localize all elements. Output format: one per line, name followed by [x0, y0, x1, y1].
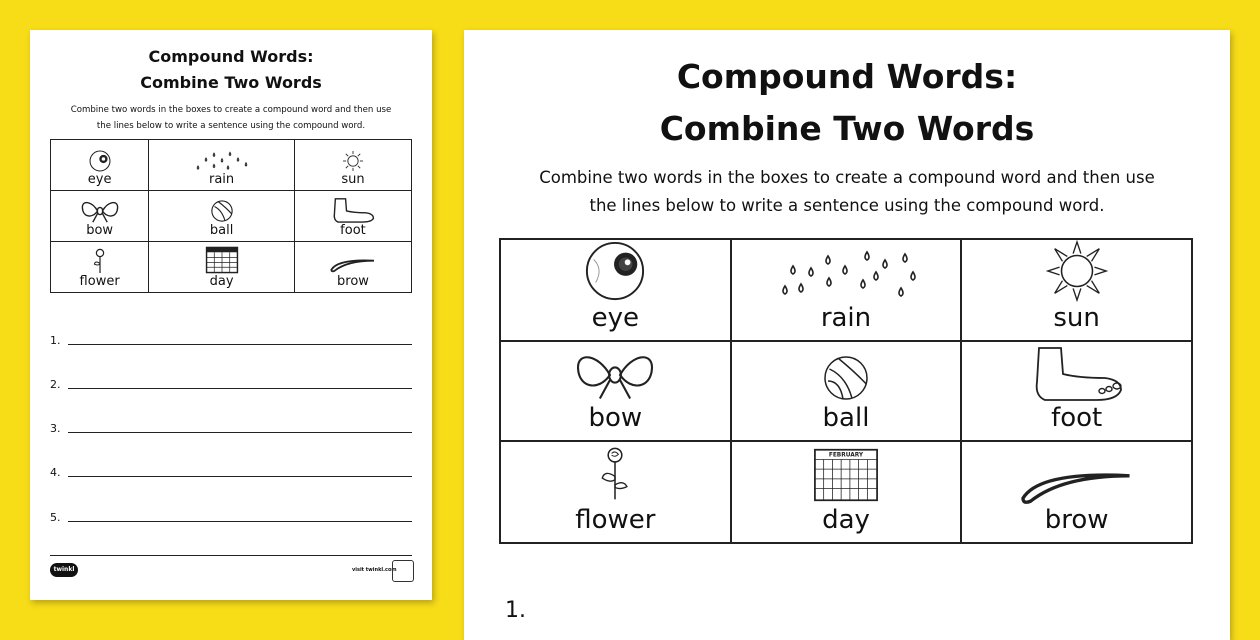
- flower-icon: [92, 248, 108, 274]
- word-bow: bow: [588, 403, 643, 433]
- eye-icon: [582, 240, 648, 302]
- calendar-icon: [812, 446, 880, 504]
- thumb-word-brow: brow: [337, 274, 369, 289]
- thumb-instructions: [50, 102, 412, 134]
- thumb-instructions-line1: Combine two words in the boxes to create a compound word and then use: [70, 105, 392, 115]
- footer-visit-text: visit twinkl.com: [352, 567, 397, 573]
- thumb-writing-line-4: 4.: [50, 466, 412, 479]
- word-flower: flower: [575, 505, 656, 535]
- eye-icon: [89, 150, 111, 172]
- bow-icon: [80, 199, 120, 223]
- thumb-word-flower: flower: [79, 274, 120, 289]
- calendar-icon: [205, 246, 239, 274]
- foot-icon: [1025, 346, 1129, 402]
- thumb-writing-line-5: 5.: [50, 511, 412, 524]
- thumb-word-grid: [50, 139, 412, 293]
- thumb-cell-ball: [149, 191, 295, 242]
- writing-line-1-number: 1.: [505, 598, 526, 623]
- thumb-title-line2: Combine Two Words: [140, 73, 322, 92]
- thumb-word-rain: rain: [209, 172, 235, 187]
- word-sun: sun: [1053, 303, 1100, 333]
- thumb-cell-flower: [51, 242, 149, 293]
- thumb-footer-divider: [50, 555, 412, 556]
- thumb-word-bow: bow: [86, 223, 114, 238]
- eyebrow-icon: [1017, 464, 1137, 504]
- footer-badge-icon: [392, 560, 414, 582]
- thumb-cell-bow: [51, 191, 149, 242]
- thumb-word-day: day: [209, 274, 234, 289]
- cell-brow: [961, 441, 1192, 543]
- thumb-cell-foot: [294, 191, 411, 242]
- instructions-line1: Combine two words in the boxes to create a compound word and then use: [539, 168, 1155, 187]
- cell-eye: [500, 239, 731, 341]
- calendar-month-label: FEBRUARY: [828, 452, 864, 459]
- foot-icon: [329, 197, 377, 223]
- twinkl-logo: twinkl: [50, 563, 78, 577]
- thumb-word-foot: foot: [340, 223, 366, 238]
- thumb-word-eye: eye: [87, 172, 112, 187]
- worksheet-main: [464, 30, 1230, 640]
- thumb-writing-line-1: 1.: [50, 334, 412, 347]
- word-brow: brow: [1044, 505, 1109, 535]
- raindrops-icon: [192, 150, 252, 172]
- bow-icon: [573, 348, 657, 402]
- thumb-cell-brow: [294, 242, 411, 293]
- cell-ball: [731, 341, 962, 441]
- thumb-cell-eye: [51, 140, 149, 191]
- word-ball: ball: [822, 403, 870, 433]
- page-title-line1: Compound Words:: [676, 57, 1018, 96]
- thumb-title-line1: Compound Words:: [148, 47, 314, 66]
- cell-bow: [500, 341, 731, 441]
- word-rain: rain: [820, 303, 872, 333]
- raindrops-icon: [771, 244, 921, 302]
- thumb-cell-day: [149, 242, 295, 293]
- cell-flower: [500, 441, 731, 543]
- thumb-word-sun: sun: [341, 172, 365, 187]
- worksheet-thumbnail: [30, 30, 432, 600]
- cell-day: [731, 441, 962, 543]
- cell-sun: [961, 239, 1192, 341]
- thumb-writing-line-2: 2.: [50, 378, 412, 391]
- flower-icon: [598, 442, 632, 504]
- eyebrow-icon: [329, 254, 377, 274]
- word-eye: eye: [591, 303, 640, 333]
- page-title-line2: Combine Two Words: [659, 109, 1035, 148]
- instructions: [498, 164, 1196, 220]
- thumb-cell-sun: [294, 140, 411, 191]
- word-foot: foot: [1051, 403, 1103, 433]
- sun-icon: [341, 150, 365, 172]
- ball-icon: [210, 199, 234, 223]
- cell-rain: [731, 239, 962, 341]
- instructions-line2: the lines below to write a sentence using the compound word.: [589, 196, 1105, 215]
- word-day: day: [822, 505, 870, 535]
- thumb-cell-rain: [149, 140, 295, 191]
- ball-icon: [822, 354, 870, 402]
- thumb-writing-line-3: 3.: [50, 422, 412, 435]
- sun-icon: [1046, 240, 1108, 302]
- thumb-instructions-line2: the lines below to write a sentence using the compound word.: [96, 121, 366, 131]
- thumb-word-ball: ball: [209, 223, 234, 238]
- word-grid: [499, 238, 1193, 544]
- cell-foot: [961, 341, 1192, 441]
